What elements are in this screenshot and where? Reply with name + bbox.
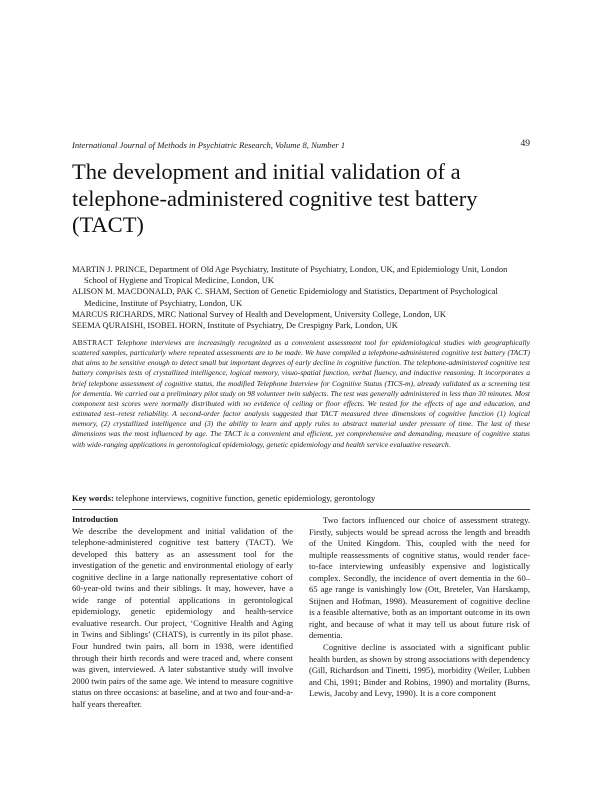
abstract bbox=[72, 338, 530, 450]
author-affiliations bbox=[72, 264, 530, 331]
body-column-right bbox=[309, 515, 530, 700]
body-column-left bbox=[72, 514, 293, 710]
body-paragraph: Cognitive decline is associated with a significant public health burden, as shown by strong associations with dependency (Gill, Richardson and Tinetti, 1995), morbidity (Weiler, Lubben and Chi, 1991; Binder and Robins, 1990) and mortality (Burns, Lewis, Jacoby and Levy, 1990). It is a core component bbox=[309, 642, 530, 699]
body-paragraph: Two factors influenced our choice of assessment strategy. Firstly, subjects would be spread across the length and breadth of the United Kingdom. This, coupled with the need for multiple reassessments of cognitive status, would render face-to-face interviewing unfeasibly expensive and logistically complex. Secondly, the incidence of overt dementia in the 60–65 age range is vanishingly low (Ott, Breteler, Van Harskamp, Stijnen and Hofman, 1998). Measurement of cognitive decline is a feasible alternative, both as an important outcome in its own right, and because of what it may tell us about future risk of dementia. bbox=[309, 515, 530, 641]
author-affiliation: MARCUS RICHARDS, MRC National Survey of Health and Development, University College, London, UK bbox=[72, 308, 446, 319]
author-affiliation: SEEMA QURAISHI, ISOBEL HORN, Institute of Psychiatry, De Crespigny Park, London, UK bbox=[72, 320, 398, 331]
body-paragraph: We describe the development and initial validation of the telephone-administered cognitive test battery (TACT). We developed this battery as an assessment tool for the investigation of the genetic and environmental etiology of early cognitive decline in a large nationally representative cohort of 60-year-old twins and their siblings. It may, however, have a wide range of potential applications in gerontological epidemiology, genetic epidemiology and health-service evaluative research. Our project, ‘Cognitive Health and Aging in Twins and Siblings’ (CHATS), is currently in its pilot phase. Four hundred twin pairs, all born in 1938, were identified through their birth records and were traced and, where consent was given, interviewed. A later substantive study will involve 2000 twin pairs of the same age. We intend to measure cognitive status on three occasions: at baseline, and at two and four-and-a-half years thereafter. bbox=[72, 525, 293, 709]
keywords-label: Key words: bbox=[72, 493, 114, 503]
article-title: The development and initial validation of a telephone-administered cognitive test battery (TACT) bbox=[72, 159, 478, 237]
abstract-text: Telephone interviews are increasingly recognized as a convenient assessment tool for epidemiological studies with geographically scattered samples, particularly where repeated assessments are to be made. We have compiled a telephone-administered cognitive test battery (TACT) that aims to be sensitive enough to detect small but important degrees of early decline in cognitive function. The telephone-administered cognitive test battery comprises tests of crystallized intelligence, logical memory, visuo-spatial function, verbal fluency, and inductive reasoning. It incorporates a brief telephone assessment of cognitive status, the modified Telephone Interview for Cognitive Status (TICS-m), already validated as a screening test for dementia. We carried out a preliminary pilot study on 98 volunteer twin subjects. The test was generally administered in less than 30 minutes. Most component test scores were normally distributed with no evidence of ceiling or floor effects. We tested for the effects of age and education, and estimated test–retest reliability. A second-order factor analysis suggested that TACT measured three dimensions of cognitive function (1) logical memory, (2) crystallized intelligence and (3) the ability to learn and apply rules to abstract material under pressure of time. The last of these dimensions was the most influenced by age. The TACT is a convenient and efficient, yet comprehensive and demanding, measure of cognitive status with wide-ranging applications in gerontological epidemiology, genetic epidemiology and health service evaluative research. bbox=[72, 338, 531, 449]
page-number: 49 bbox=[520, 139, 530, 149]
journal-citation: International Journal of Methods in Psychiatric Research, Volume 8, Number 1 bbox=[72, 140, 346, 150]
abstract-label: ABSTRACT bbox=[72, 338, 114, 347]
section-heading-introduction: Introduction bbox=[72, 514, 119, 524]
author-affiliation: ALISON M. MACDONALD, PAK C. SHAM, Section of Genetic Epidemiology and Statistics, Department of Psychological Medicine, Institute of Psychiatry, London, UK bbox=[72, 286, 498, 308]
section-divider bbox=[72, 509, 530, 510]
keywords bbox=[72, 493, 530, 504]
keywords-text: telephone interviews, cognitive function, genetic epidemiology, gerontology bbox=[115, 493, 376, 503]
author-affiliation: MARTIN J. PRINCE, Department of Old Age Psychiatry, Institute of Psychiatry, London, UK, and Epidemiology Unit, London School of Hygiene and Tropical Medicine, London, UK bbox=[72, 264, 508, 286]
